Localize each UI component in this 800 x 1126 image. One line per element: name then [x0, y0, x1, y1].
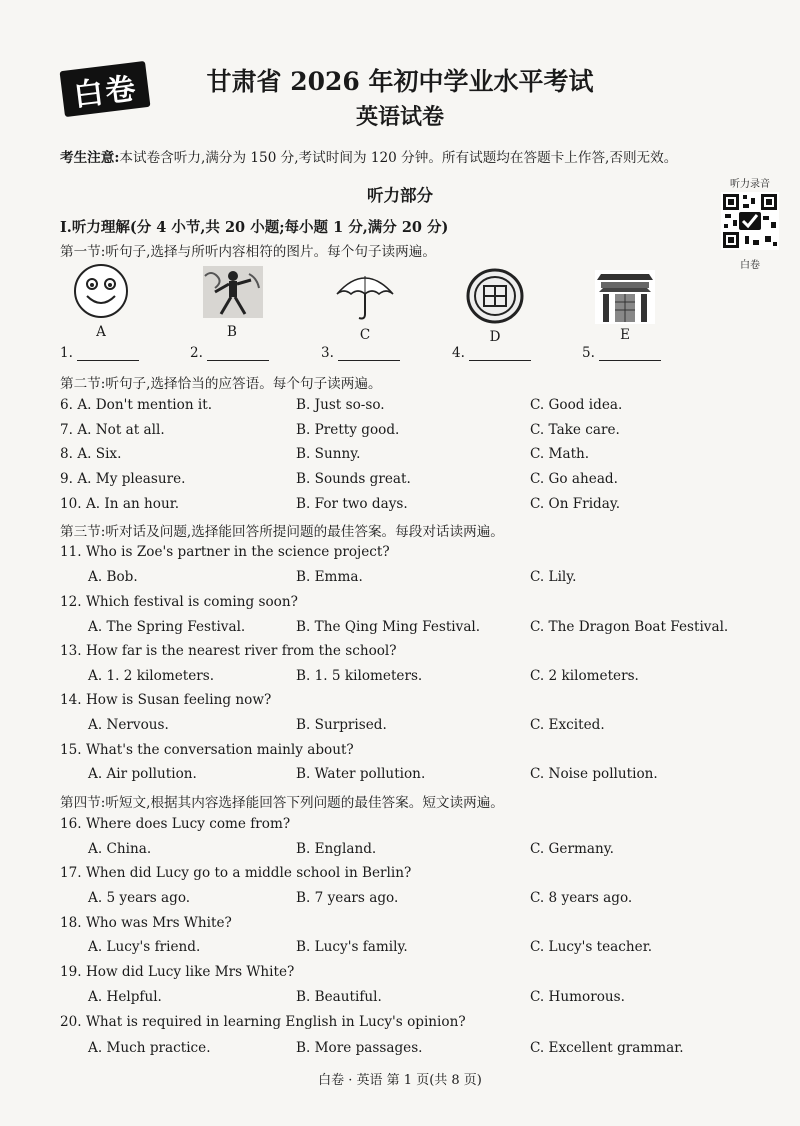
option-15b[interactable]: B. Water pollution. [296, 766, 426, 782]
part1-heading: Ⅰ.听力理解(分 4 小节,共 20 小题;每小题 1 分,满分 20 分) [60, 219, 449, 236]
option-6b[interactable]: B. Just so-so. [296, 397, 385, 413]
option-9c[interactable]: C. Go ahead. [530, 471, 618, 487]
option-8c[interactable]: C. Math. [530, 446, 590, 462]
listening-section-title: 听力部分 [367, 186, 433, 205]
option-8b[interactable]: B. Sunny. [296, 446, 361, 462]
option-14a[interactable]: A. Nervous. [88, 717, 169, 733]
option-9b[interactable]: B. Sounds great. [296, 471, 411, 487]
candidate-notice [60, 146, 760, 166]
option-7b[interactable]: B. Pretty good. [296, 422, 400, 438]
option-19b[interactable]: B. Beautiful. [296, 989, 382, 1005]
option-14b[interactable]: B. Surprised. [296, 717, 387, 733]
answer-blank-4[interactable]: 4. [452, 345, 531, 361]
question-12: 12. Which festival is coming soon? [60, 594, 298, 610]
qr-code-block [718, 175, 782, 271]
option-14c[interactable]: C. Excited. [530, 717, 605, 733]
picture-label-a: A [96, 324, 106, 340]
option-12c[interactable]: C. The Dragon Boat Festival. [530, 619, 729, 635]
option-18a[interactable]: A. Lucy's friend. [88, 939, 201, 955]
option-10c[interactable]: C. On Friday. [530, 496, 621, 512]
question-8: 8. A. Six. [60, 446, 122, 462]
notice-lead: 考生注意: [60, 150, 120, 166]
option-18b[interactable]: B. Lucy's family. [296, 939, 408, 955]
question-19: 19. How did Lucy like Mrs White? [60, 964, 295, 980]
question-16: 16. Where does Lucy come from? [60, 816, 291, 832]
option-13b[interactable]: B. 1. 5 kilometers. [296, 668, 423, 684]
option-10b[interactable]: B. For two days. [296, 496, 408, 512]
option-17a[interactable]: A. 5 years ago. [88, 890, 191, 906]
option-20b[interactable]: B. More passages. [296, 1040, 423, 1056]
smiley-face-icon [72, 262, 130, 320]
question-13: 13. How far is the nearest river from the school? [60, 643, 397, 659]
page-subtitle: 英语试卷 [355, 104, 444, 130]
question-10: 10. A. In an hour. [60, 496, 180, 512]
option-13c[interactable]: C. 2 kilometers. [530, 668, 639, 684]
mooncake-icon [466, 268, 524, 324]
option-12b[interactable]: B. The Qing Ming Festival. [296, 619, 481, 635]
qr-label: 听力录音 [730, 179, 770, 190]
option-19c[interactable]: C. Humorous. [530, 989, 625, 1005]
question-15: 15. What's the conversation mainly about? [60, 742, 354, 758]
option-17b[interactable]: B. 7 years ago. [296, 890, 399, 906]
notice-text: 本试卷含听力,满分为 150 分,考试时间为 120 分钟。所有试题均在答题卡上作答,否则无效。 [119, 150, 678, 166]
answer-blank-5[interactable]: 5. [582, 345, 661, 361]
question-7: 7. A. Not at all. [60, 422, 165, 438]
question-18: 18. Who was Mrs White? [60, 915, 232, 931]
option-15c[interactable]: C. Noise pollution. [530, 766, 658, 782]
question-6: 6. A. Don't mention it. [60, 397, 213, 413]
option-11a[interactable]: A. Bob. [88, 569, 138, 585]
chinese-gate-icon [595, 270, 655, 324]
option-16c[interactable]: C. Germany. [530, 841, 614, 857]
qr-footer-label: 白卷 [740, 260, 760, 271]
option-11b[interactable]: B. Emma. [296, 569, 363, 585]
umbrella-icon [334, 268, 396, 322]
picture-label-b: B [227, 324, 237, 340]
answer-blank-1[interactable]: 1. [60, 345, 139, 361]
question-20: 20. What is required in learning English in Lucy's opinion? [60, 1014, 466, 1030]
option-16a[interactable]: A. China. [88, 841, 152, 857]
option-7c[interactable]: C. Take care. [530, 422, 620, 438]
answer-blank-2[interactable]: 2. [190, 345, 269, 361]
badge-logo: 白卷 [60, 61, 151, 117]
picture-label-e: E [620, 327, 630, 343]
question-9: 9. A. My pleasure. [60, 471, 186, 487]
question-11: 11. Who is Zoe's partner in the science project? [60, 544, 390, 560]
page-title: 甘肃省 2026 年初中学业水平考试 [206, 67, 594, 96]
question-14: 14. How is Susan feeling now? [60, 692, 272, 708]
tai-chi-person-icon [203, 266, 263, 318]
picture-label-d: D [489, 329, 501, 345]
section2-instruction: 第二节:听句子,选择恰当的应答语。每个句子读两遍。 [60, 376, 382, 392]
option-17c[interactable]: C. 8 years ago. [530, 890, 633, 906]
option-16b[interactable]: B. England. [296, 841, 377, 857]
section4-instruction: 第四节:听短文,根据其内容选择能回答下列问题的最佳答案。短文读两遍。 [60, 795, 504, 811]
option-12a[interactable]: A. The Spring Festival. [88, 619, 246, 635]
option-20c[interactable]: C. Excellent grammar. [530, 1040, 684, 1056]
question-17: 17. When did Lucy go to a middle school in Berlin? [60, 865, 412, 881]
picture-label-c: C [359, 327, 371, 343]
qr-code-icon[interactable] [721, 192, 779, 250]
option-13a[interactable]: A. 1. 2 kilometers. [88, 668, 215, 684]
option-6c[interactable]: C. Good idea. [530, 397, 623, 413]
option-11c[interactable]: C. Lily. [530, 569, 577, 585]
option-15a[interactable]: A. Air pollution. [88, 766, 197, 782]
page-footer: 白卷 · 英语 第 1 页(共 8 页) [318, 1073, 482, 1088]
option-19a[interactable]: A. Helpful. [88, 989, 162, 1005]
section3-instruction: 第三节:听对话及问题,选择能回答所提问题的最佳答案。每段对话读两遍。 [60, 524, 504, 540]
option-20a[interactable]: A. Much practice. [88, 1040, 211, 1056]
section1-instruction: 第一节:听句子,选择与所听内容相符的图片。每个句子读两遍。 [60, 244, 436, 260]
option-18c[interactable]: C. Lucy's teacher. [530, 939, 653, 955]
answer-blank-3[interactable]: 3. [321, 345, 400, 361]
